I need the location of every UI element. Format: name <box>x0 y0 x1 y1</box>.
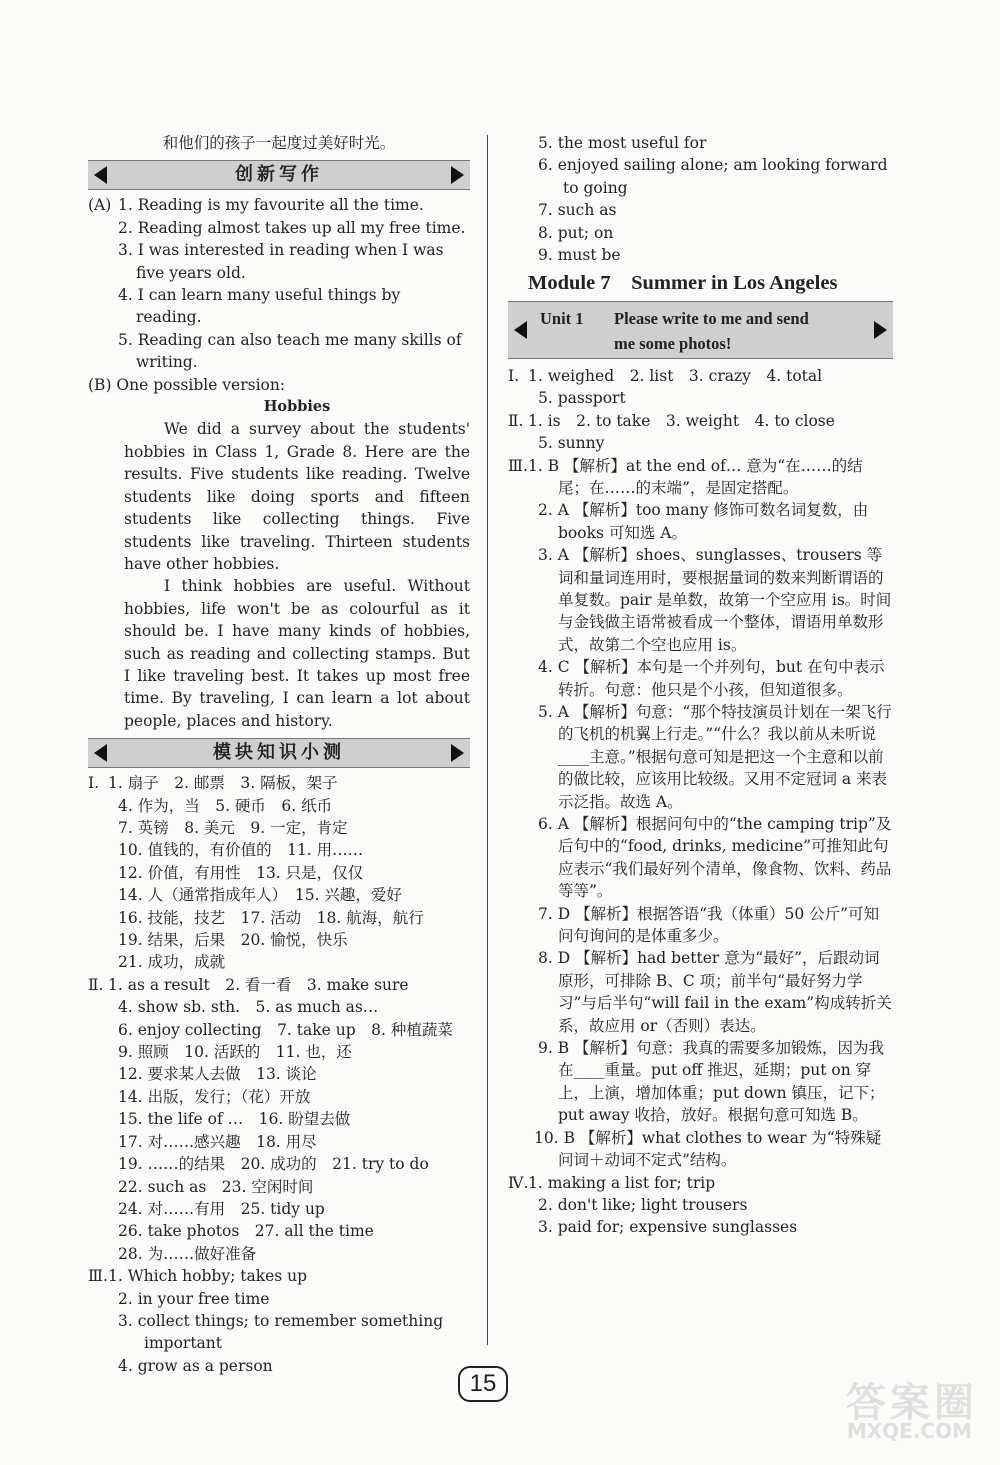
unit-title-line: Please write to me and send <box>614 308 809 328</box>
left-arrow-icon <box>94 744 107 762</box>
analysis-item: 8. D 【解析】had better 意为“最好”，后跟动词原形，可排除 B、C 项；前半句“最好努力学习”与后半句“will fail in the exam”构成转折关系，故应用 or（否则）表达。 <box>538 949 892 1035</box>
answer-line: 1. 扇子 2. 邮票 3. 隔板，架子 <box>108 774 338 793</box>
roman-label: Ⅱ. <box>508 411 524 430</box>
answer-line: 5. the most useful for <box>538 134 707 152</box>
analysis-item: 7. D 【解析】根据答语“我（体重）50 公斤”可知问句询问的是体重多少。 <box>538 904 880 946</box>
answer-line: 4. show sb. sth. 5. as much as… <box>118 998 379 1017</box>
answer-line: 6. enjoy collecting 7. take up 8. 种植蔬菜 <box>118 1020 453 1039</box>
answer-line: 7. such as <box>538 201 617 220</box>
answer-line: 3. collect things; to remember something important <box>118 1311 444 1353</box>
answer-line: 6. enjoyed sailing alone; am looking forward to going <box>538 156 888 197</box>
continued-text: 和他们的孩子一起度过美好时光。 <box>162 134 396 152</box>
answer-line: 5. sunny <box>538 434 605 453</box>
answer-line: 14. 出版，发行；（花）开放 <box>118 1087 311 1106</box>
watermark-text: 答案圈 <box>846 1380 978 1426</box>
answer-line: 9. 照顾 10. 活跃的 11. 也，还 <box>118 1043 352 1062</box>
answer-line: 22. such as 23. 空闲时间 <box>118 1177 314 1196</box>
watermark-url: MXQE.COM <box>846 1419 972 1443</box>
analysis-item: 1. B 【解析】at the end of… 意为“在……的结尾；在……的末端”，是固定搭配。 <box>528 456 863 497</box>
analysis-item: 2. A 【解析】too many 修饰可数名词复数，由 books 可知选 A。 <box>538 501 869 542</box>
watermark-logo <box>788 1371 978 1451</box>
answer-item: 5. Reading can also teach me many skills of writing. <box>118 330 462 372</box>
roman-label: Ⅳ. <box>508 1173 529 1192</box>
answer-line: 28. 为……做好准备 <box>118 1244 257 1263</box>
answer-line: 1. making a list for; trip <box>528 1173 716 1192</box>
unit-title-line: me some photos! <box>614 333 732 353</box>
part-a-label: (A) <box>88 196 112 215</box>
analysis-item: 3. A 【解析】shoes、sunglasses、trousers 等词和量词连用时，要根据量词的数来判断谓语的单复数。pair 是单数，故第一个空应用 is。时间与金钱做主语常被看成一个整体，谓语用单数形式，故第二个空也应用 is。 <box>538 546 892 654</box>
answer-item: 4. I can learn many useful things by reading. <box>118 286 401 327</box>
essay-title: Hobbies <box>263 398 331 416</box>
answer-line: 17. 对……感兴趣 18. 用尽 <box>118 1132 317 1151</box>
answer-line: 1. is 2. to take 3. weight 4. to close <box>528 411 835 430</box>
answer-line: 4. 作为，当 5. 硬币 6. 纸币 <box>118 796 333 815</box>
answer-line: 4. grow as a person <box>118 1356 273 1375</box>
right-column <box>508 132 893 1239</box>
left-arrow-icon <box>94 166 107 184</box>
analysis-item: 9. B 【解析】句意：我真的需要多加锻炼，因为我在____重量。put off 推迟，延期；put on 穿上，上演，增加体重；put down 镇压，记下；put away 收拾，放好。根据句意可知选 B。 <box>538 1039 885 1125</box>
module-title: Module 7 Summer in Los Angeles <box>528 272 838 295</box>
roman-label: Ⅲ. <box>88 1267 108 1286</box>
answer-line: 12. 价值，有用性 13. 只是，仅仅 <box>118 863 364 882</box>
unit-banner <box>508 301 893 359</box>
column-divider <box>487 135 488 1345</box>
right-arrow-icon <box>451 744 464 762</box>
answer-line: 2. in your free time <box>118 1289 270 1308</box>
answer-line: 1. Which hobby; takes up <box>108 1267 308 1286</box>
essay-paragraph: I think hobbies are useful. Without hobbies, life won't be as colourful as it should be. I have many kinds of hobbies, such as reading and collecting stamps. But I like traveling best. It takes up most free time. By traveling, I can learn a lot about people, places and history. <box>124 577 470 730</box>
answer-line: 24. 对……有用 25. tidy up <box>118 1199 325 1218</box>
section-banner-creative-writing <box>88 160 470 190</box>
answer-line: 1. as a result 2. 看一看 3. make sure <box>108 975 409 994</box>
answer-line: 2. don't like; light trousers <box>538 1195 748 1214</box>
answer-line: 21. 成功，成就 <box>118 953 226 972</box>
analysis-item: 10. B 【解析】what clothes to wear 为“特殊疑问词＋动词不定式”结构。 <box>534 1128 882 1170</box>
roman-label: Ⅲ. <box>508 456 528 475</box>
answer-line: 3. paid for; expensive sunglasses <box>538 1218 798 1237</box>
section-title: 创新写作 <box>235 164 323 186</box>
answer-line: 12. 要求某人去做 13. 谈论 <box>118 1065 317 1084</box>
part-b-label: (B) One possible version: <box>88 375 286 394</box>
answer-line: 16. 技能，技艺 17. 活动 18. 航海，航行 <box>118 908 424 927</box>
answer-line: 15. the life of … 16. 盼望去做 <box>118 1110 351 1129</box>
right-arrow-icon <box>451 166 464 184</box>
answer-item: 3. I was interested in reading when I was five years old. <box>118 241 444 282</box>
section-title: 模块知识小测 <box>213 741 345 763</box>
unit-label: Unit 1 <box>540 308 584 328</box>
answer-item: 2. Reading almost takes up all my free time. <box>118 218 466 237</box>
answer-line: 9. must be <box>538 246 621 265</box>
answer-item: 1. Reading is my favourite all the time. <box>118 196 424 215</box>
answer-line: 10. 值钱的，有价值的 11. 用…… <box>118 841 364 860</box>
answer-line: 8. put; on <box>538 223 614 242</box>
roman-label: Ⅱ. <box>88 975 104 994</box>
right-arrow-icon <box>874 321 887 339</box>
analysis-item: 6. A 【解析】根据问句中的“the camping trip”及后句中的“food, drinks, medicine”可推知此句应表示“我们最好列个清单，像食物、饮料、药品等等”。 <box>538 815 892 901</box>
answer-line: 26. take photos 27. all the time <box>118 1222 374 1241</box>
section-banner-module-quiz <box>88 738 470 768</box>
answer-line: 5. passport <box>538 389 626 408</box>
answer-line: 19. ……的结果 20. 成功的 21. try to do <box>118 1155 429 1174</box>
roman-label: Ⅰ. <box>508 366 520 385</box>
essay-paragraph: We did a survey about the students' hobbies in Class 1, Grade 8. Here are the results. Five students like reading. Twelve students like doing sports and fifteen students like collecting things. Five students like traveling. Thirteen students have other hobbies. <box>124 420 470 573</box>
answer-line: 14. 人（通常指成年人） 15. 兴趣，爱好 <box>118 886 402 905</box>
answer-line: 7. 英镑 8. 美元 9. 一定，肯定 <box>118 819 348 837</box>
analysis-item: 5. A 【解析】句意：“那个特技演员计划在一架飞行的飞机的机翼上行走。”“什么？我以前从未听说____主意。”根据句意可知是把这一个主意和以前的做比较，应该用比较级。又用不定冠词 a 来表示泛指。故选 A。 <box>538 702 892 811</box>
left-arrow-icon <box>514 321 527 339</box>
left-column <box>88 132 470 1377</box>
analysis-item: 4. C 【解析】本句是一个并列句，but 在句中表示转折。句意：他只是个小孩，但知道很多。 <box>538 658 885 699</box>
answer-line: 19. 结果，后果 20. 愉悦，快乐 <box>118 931 348 950</box>
answer-line: 1. weighed 2. list 3. crazy 4. total <box>528 366 823 385</box>
roman-label: Ⅰ. <box>88 774 100 793</box>
page-number: 15 <box>458 1366 508 1402</box>
